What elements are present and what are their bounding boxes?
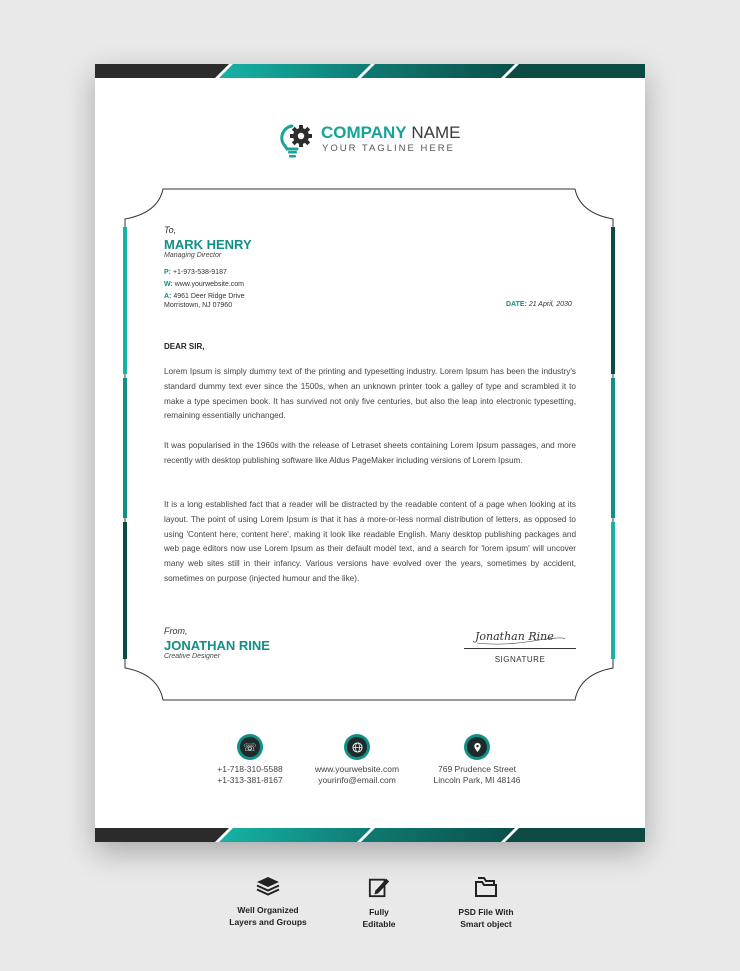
company-tagline: YOUR TAGLINE HERE [322, 143, 455, 154]
salutation: DEAR SIR, [164, 342, 205, 351]
feature-editable: Fully Editable [339, 876, 419, 930]
sender-title: Creative Designer [164, 653, 221, 660]
signature-label: SIGNATURE [494, 655, 546, 664]
left-accent-bar-2 [123, 378, 127, 518]
body-paragraph-1: Lorem Ipsum is simply dummy text of the printing and typesetting industry. Lorem Ipsum has been the industry's standard dummy text ever since the 1500s, when an unknown printer took a galley of type and scrambled it to make a type specimen book. It has survived not only five centuries, but also the leap into electronic typesetting, remaining essentially unchanged. [164, 367, 576, 421]
footer-web: www.yourwebsite.com yourinfo@email.com [297, 734, 417, 786]
feature-psd: PSD File With Smart object [436, 876, 536, 930]
feature-layers: Well Organized Layers and Groups [208, 876, 328, 928]
footer-phone: ☏ +1-718-310-5588 +1-313-381-8167 [190, 734, 310, 786]
globe-icon [344, 734, 370, 760]
body-paragraph-3: It is a long established fact that a reader will be distracted by the readable content of a page when looking at its layout. The point of using Lorem Ipsum is that it has a more-or-less normal distribution of letters, as opposed to using 'Content here, content here', making it look like readable English. Many desktop publishing packages and web page editors now use Lorem Ipsum as their default model text, and a search for 'lorem ipsum' will uncover many web sites still in their infancy. Various versions have evolved over the years, sometimes by accident, sometimes on purpose (injected humour and the like). [164, 500, 576, 583]
from-label: From, [164, 626, 188, 636]
company-name: COMPANY NAME [321, 123, 461, 142]
svg-text:Jonathan Rine: Jonathan Rine [475, 630, 554, 643]
bottom-decorative-bar [95, 828, 645, 842]
edit-icon [368, 876, 390, 898]
left-accent-bar-1 [123, 227, 127, 374]
layers-icon [256, 876, 280, 896]
handwritten-signature [473, 624, 568, 648]
recipient-name: MARK HENRY [164, 237, 252, 252]
phone-icon: ☏ [237, 734, 263, 760]
body-paragraph-2: It was popularised in the 1960s with the release of Letraset sheets containing Lorem Ipsum passages, and more recently with desktop publishing software like Aldus PageMaker including versions of Lorem Ipsum. [164, 441, 576, 465]
to-label: To, [164, 225, 177, 235]
right-accent-bar-3 [611, 522, 615, 659]
recipient-address: A: 4961 Deer Ridge Drive [164, 293, 245, 300]
right-accent-bar-2 [611, 378, 615, 518]
recipient-website: W: www.yourwebsite.com [164, 281, 245, 288]
footer-address: 769 Prudence Street Lincoln Park, MI 48146 [417, 734, 537, 786]
folder-icon [474, 876, 498, 898]
location-pin-icon [464, 734, 490, 760]
recipient-title: Managing Director [164, 252, 222, 259]
right-accent-bar-1 [611, 227, 615, 374]
left-accent-bar-3 [123, 522, 127, 659]
letter-date: DATE: 21 April, 2030 [506, 301, 572, 308]
sender-name: JONATHAN RINE [164, 638, 270, 653]
letterhead-page [95, 64, 645, 842]
recipient-phone: P: +1-973-538-9187 [164, 269, 227, 276]
signature-line [464, 648, 576, 649]
recipient-address-line2: Morristown, NJ 07960 [164, 302, 233, 309]
